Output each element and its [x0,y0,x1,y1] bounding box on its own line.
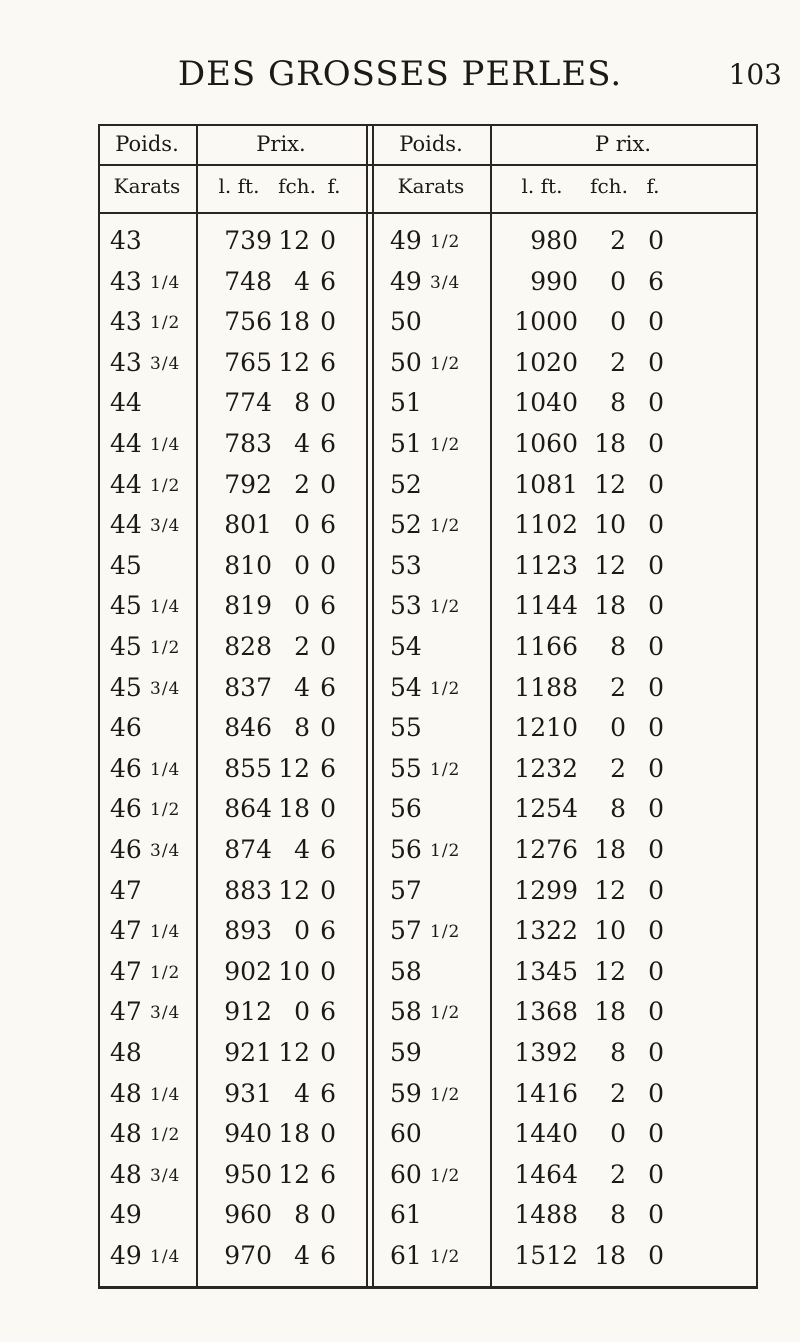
left-sols: 0 [294,510,310,540]
left-karats: 44 [110,429,142,458]
right-deniers: 0 [648,226,664,255]
left-deniers: 0 [320,550,336,580]
left-deniers: 0 [320,956,336,986]
left-karats: 46 [110,794,142,824]
left-sols: 18 [278,307,310,337]
left-karats: 48 [110,1078,142,1108]
left-deniers: 6 [320,510,336,540]
subheader-deniers: f. [646,174,660,198]
left-karats: 44 [110,388,142,418]
right-deniers: 0 [648,956,664,986]
table-row [98,510,758,546]
left-fraction: 3/4 [150,841,181,861]
right-sols: 12 [594,550,626,580]
right-livres: 1488 [514,1200,578,1230]
right-karats: 55 [390,713,422,743]
table-row [98,348,758,384]
right-karats: 61 [390,1241,422,1270]
left-livres: 960 [224,1200,272,1230]
right-sols: 18 [594,591,626,621]
right-livres: 1166 [514,632,578,661]
right-deniers: 0 [648,1038,664,1067]
right-deniers: 0 [648,510,664,540]
left-deniers: 6 [320,916,336,946]
left-livres: 950 [224,1159,272,1189]
right-deniers: 0 [648,672,664,702]
right-sols: 8 [610,1038,626,1067]
right-fraction: 1/2 [430,1003,461,1024]
right-karats: 57 [390,916,422,946]
left-karats: 47 [110,875,142,905]
right-sols: 2 [610,347,626,377]
right-deniers: 0 [648,429,664,458]
right-karats: 59 [390,1078,422,1108]
right-fraction: 1/2 [430,759,461,780]
left-sols: 0 [294,997,310,1027]
left-sols: 0 [294,550,310,580]
left-deniers: 6 [320,429,336,458]
right-sols: 8 [610,794,626,824]
table-row [98,388,758,424]
left-fraction: 1/4 [150,597,181,618]
right-livres: 980 [530,226,578,255]
left-livres: 893 [224,916,272,946]
left-deniers: 0 [320,226,336,255]
right-karats: 53 [390,550,422,580]
left-deniers: 0 [320,1038,336,1067]
right-karats: 51 [390,388,422,418]
left-fraction: 1/2 [150,475,181,496]
right-sols: 18 [594,835,626,864]
left-livres: 883 [224,875,272,905]
left-sols: 8 [294,1200,310,1230]
left-deniers: 0 [320,1200,336,1230]
right-livres: 1276 [514,835,578,864]
table-row [98,307,758,343]
running-head: DES GROSSES PERLES. [177,54,623,94]
right-livres: 1512 [514,1241,578,1270]
table-row [98,1241,758,1277]
left-livres: 874 [224,835,272,864]
right-sols: 12 [594,956,626,986]
table-row [98,591,758,627]
right-sols: 0 [610,713,626,743]
left-livres: 846 [224,713,272,743]
table-row [98,632,758,668]
left-livres: 902 [224,956,272,986]
left-sols: 8 [294,388,310,418]
left-deniers: 6 [320,835,336,864]
left-deniers: 0 [320,388,336,418]
table-row [98,470,758,506]
table-row [98,1160,758,1196]
right-sols: 2 [610,1159,626,1189]
right-karats: 54 [390,672,422,702]
table-row [98,429,758,465]
right-karats: 50 [390,347,422,377]
left-karats: 47 [110,956,142,986]
left-livres: 855 [224,753,272,783]
right-karats: 52 [390,469,422,499]
left-livres: 912 [224,997,272,1027]
right-sols: 8 [610,632,626,661]
left-livres: 756 [224,307,272,337]
right-livres: 990 [530,266,578,296]
header-left-weight: Poids. [115,132,179,156]
right-livres: 1102 [514,510,578,540]
left-sols: 10 [278,956,310,986]
right-fraction: 1/2 [430,353,461,374]
right-fraction: 1/2 [430,1165,461,1186]
right-livres: 1123 [514,550,578,580]
table-row [98,957,758,993]
left-deniers: 6 [320,672,336,702]
header-right-price: P rix. [594,132,652,156]
right-karats: 59 [390,1038,422,1067]
right-sols: 0 [610,1119,626,1149]
left-deniers: 0 [320,632,336,661]
left-livres: 921 [224,1038,272,1067]
left-fraction: 3/4 [150,353,181,374]
right-karats: 50 [390,307,422,337]
left-deniers: 6 [320,1078,336,1108]
right-livres: 1254 [514,794,578,824]
table-row [98,673,758,709]
right-deniers: 0 [648,794,664,824]
left-fraction: 3/4 [150,1165,181,1186]
left-sols: 0 [294,916,310,946]
left-sols: 12 [278,1038,310,1067]
right-karats: 60 [390,1119,422,1149]
left-deniers: 6 [320,1241,336,1270]
subheader-sols: fch. [590,174,628,198]
left-deniers: 6 [320,591,336,621]
right-sols: 2 [610,226,626,255]
right-fraction: 3/4 [430,272,461,293]
table-row [98,754,758,790]
table-row [98,1200,758,1236]
left-livres: 837 [224,672,272,702]
right-deniers: 0 [648,916,664,946]
right-sols: 10 [594,916,626,946]
right-fraction: 1/2 [430,678,461,699]
left-deniers: 0 [320,307,336,337]
header-left-price: Prix. [256,132,306,156]
right-livres: 1299 [514,875,578,905]
right-sols: 0 [610,307,626,337]
right-sols: 0 [610,266,626,296]
left-sols: 18 [278,1119,310,1149]
left-fraction: 1/2 [150,800,181,821]
left-deniers: 0 [320,1119,336,1149]
left-sols: 12 [278,226,310,255]
left-sols: 0 [294,591,310,621]
right-deniers: 0 [648,1241,664,1270]
table-row [98,226,758,262]
right-sols: 18 [594,429,626,458]
left-karats: 45 [110,550,142,580]
right-sols: 10 [594,510,626,540]
right-sols: 2 [610,1078,626,1108]
table-row [98,1119,758,1155]
left-deniers: 6 [320,753,336,783]
right-fraction: 1/2 [430,597,461,618]
left-fraction: 1/2 [150,638,181,658]
right-livres: 1060 [514,429,578,458]
left-sols: 2 [294,632,310,661]
left-deniers: 6 [320,997,336,1027]
right-deniers: 0 [648,875,664,905]
table-row [98,267,758,303]
right-karats: 49 [390,266,422,296]
table-row [98,551,758,587]
right-sols: 12 [594,875,626,905]
right-sols: 8 [610,388,626,418]
right-karats: 60 [390,1159,422,1189]
right-sols: 8 [610,1200,626,1230]
left-deniers: 0 [320,713,336,743]
right-livres: 1416 [514,1078,578,1108]
page-header [0,54,800,104]
left-karats: 49 [110,1200,142,1230]
left-sols: 18 [278,794,310,824]
left-livres: 774 [224,388,272,418]
table-row [98,713,758,749]
right-deniers: 6 [648,266,664,296]
page-number: 103 [728,58,782,91]
left-livres: 940 [224,1119,272,1149]
right-livres: 1081 [514,469,578,499]
right-livres: 1392 [514,1038,578,1067]
left-sols: 12 [278,347,310,377]
right-deniers: 0 [648,1078,664,1108]
right-karats: 61 [390,1200,422,1230]
left-karats: 48 [110,1038,142,1067]
left-karats: 46 [110,753,142,783]
left-karats: 45 [110,632,142,661]
right-sols: 18 [594,1241,626,1270]
table-row [98,835,758,871]
left-deniers: 0 [320,469,336,499]
left-fraction: 1/4 [150,1084,181,1105]
right-sols: 18 [594,997,626,1027]
right-karats: 55 [390,753,422,783]
right-fraction: 1/2 [430,232,461,252]
left-livres: 792 [224,469,272,499]
right-fraction: 1/2 [430,1084,461,1105]
left-karats: 48 [110,1159,142,1189]
table-row [98,794,758,830]
right-livres: 1464 [514,1159,578,1189]
right-karats: 51 [390,429,422,458]
left-sols: 12 [278,753,310,783]
left-fraction: 1/2 [150,962,181,983]
left-fraction: 1/4 [150,1247,181,1267]
left-fraction: 1/4 [150,435,181,455]
left-sols: 12 [278,1159,310,1189]
right-deniers: 0 [648,1159,664,1189]
right-deniers: 0 [648,307,664,337]
right-livres: 1440 [514,1119,578,1149]
right-fraction: 1/2 [430,1247,461,1267]
left-karats: 48 [110,1119,142,1149]
right-sols: 2 [610,672,626,702]
table-row [98,876,758,912]
left-sols: 2 [294,469,310,499]
right-livres: 1020 [514,347,578,377]
left-livres: 748 [224,266,272,296]
right-deniers: 0 [648,591,664,621]
left-sols: 4 [294,266,310,296]
left-karats: 44 [110,469,142,499]
subheader-karats: Karats [113,174,181,198]
left-livres: 970 [224,1241,272,1270]
right-deniers: 0 [648,713,664,743]
subheader-sols: fch. [278,174,316,198]
left-livres: 819 [224,591,272,621]
left-sols: 12 [278,875,310,905]
left-karats: 43 [110,266,142,296]
left-fraction: 1/4 [150,922,181,943]
header-right-weight: Poids. [399,132,463,156]
right-deniers: 0 [648,1200,664,1230]
right-karats: 54 [390,632,422,661]
left-fraction: 1/2 [150,1125,181,1146]
subheader-karats: Karats [397,174,465,198]
right-deniers: 0 [648,632,664,661]
left-sols: 4 [294,429,310,458]
right-deniers: 0 [648,469,664,499]
left-livres: 765 [224,347,272,377]
left-livres: 783 [224,429,272,458]
right-karats: 56 [390,835,422,864]
left-fraction: 3/4 [150,678,181,699]
price-table [98,124,758,1289]
right-livres: 1188 [514,672,578,702]
right-livres: 1322 [514,916,578,946]
right-deniers: 0 [648,1119,664,1149]
table-rule [98,212,758,214]
right-fraction: 1/2 [430,435,461,455]
left-karats: 43 [110,226,142,255]
left-livres: 864 [224,794,272,824]
right-deniers: 0 [648,388,664,418]
right-deniers: 0 [648,550,664,580]
right-karats: 58 [390,997,422,1027]
right-livres: 1368 [514,997,578,1027]
left-fraction: 1/4 [150,272,181,293]
right-fraction: 1/2 [430,841,461,861]
right-karats: 57 [390,875,422,905]
right-livres: 1210 [514,713,578,743]
right-fraction: 1/2 [430,922,461,943]
left-karats: 47 [110,916,142,946]
left-deniers: 6 [320,347,336,377]
left-deniers: 6 [320,1159,336,1189]
right-deniers: 0 [648,753,664,783]
left-karats: 43 [110,347,142,377]
left-deniers: 0 [320,794,336,824]
subheader-livres: l. ft. [218,174,260,198]
table-row [98,1079,758,1115]
left-sols: 8 [294,713,310,743]
left-sols: 4 [294,835,310,864]
right-livres: 1000 [514,307,578,337]
subheader-deniers: f. [327,174,341,198]
right-deniers: 0 [648,347,664,377]
table-row [98,997,758,1033]
left-sols: 4 [294,1241,310,1270]
left-fraction: 3/4 [150,516,181,537]
right-karats: 52 [390,510,422,540]
left-livres: 828 [224,632,272,661]
right-fraction: 1/2 [430,516,461,537]
left-deniers: 0 [320,875,336,905]
right-karats: 56 [390,794,422,824]
right-livres: 1345 [514,956,578,986]
right-karats: 49 [390,226,422,255]
right-livres: 1040 [514,388,578,418]
left-karats: 49 [110,1241,142,1270]
right-livres: 1232 [514,753,578,783]
table-row [98,1038,758,1074]
right-karats: 53 [390,591,422,621]
subheader-livres: l. ft. [521,174,563,198]
left-karats: 46 [110,835,142,864]
left-sols: 4 [294,672,310,702]
table-rule [98,164,758,166]
left-fraction: 1/4 [150,759,181,780]
right-livres: 1144 [514,591,578,621]
right-deniers: 0 [648,835,664,864]
left-karats: 44 [110,510,142,540]
left-karats: 45 [110,591,142,621]
left-karats: 43 [110,307,142,337]
right-deniers: 0 [648,997,664,1027]
left-karats: 47 [110,997,142,1027]
left-fraction: 3/4 [150,1003,181,1024]
left-livres: 739 [224,226,272,255]
left-livres: 810 [224,550,272,580]
left-karats: 45 [110,672,142,702]
left-livres: 801 [224,510,272,540]
right-karats: 58 [390,956,422,986]
left-deniers: 6 [320,266,336,296]
left-fraction: 1/2 [150,313,181,334]
right-sols: 12 [594,469,626,499]
left-livres: 931 [224,1078,272,1108]
right-sols: 2 [610,753,626,783]
left-karats: 46 [110,713,142,743]
table-row [98,916,758,952]
left-sols: 4 [294,1078,310,1108]
